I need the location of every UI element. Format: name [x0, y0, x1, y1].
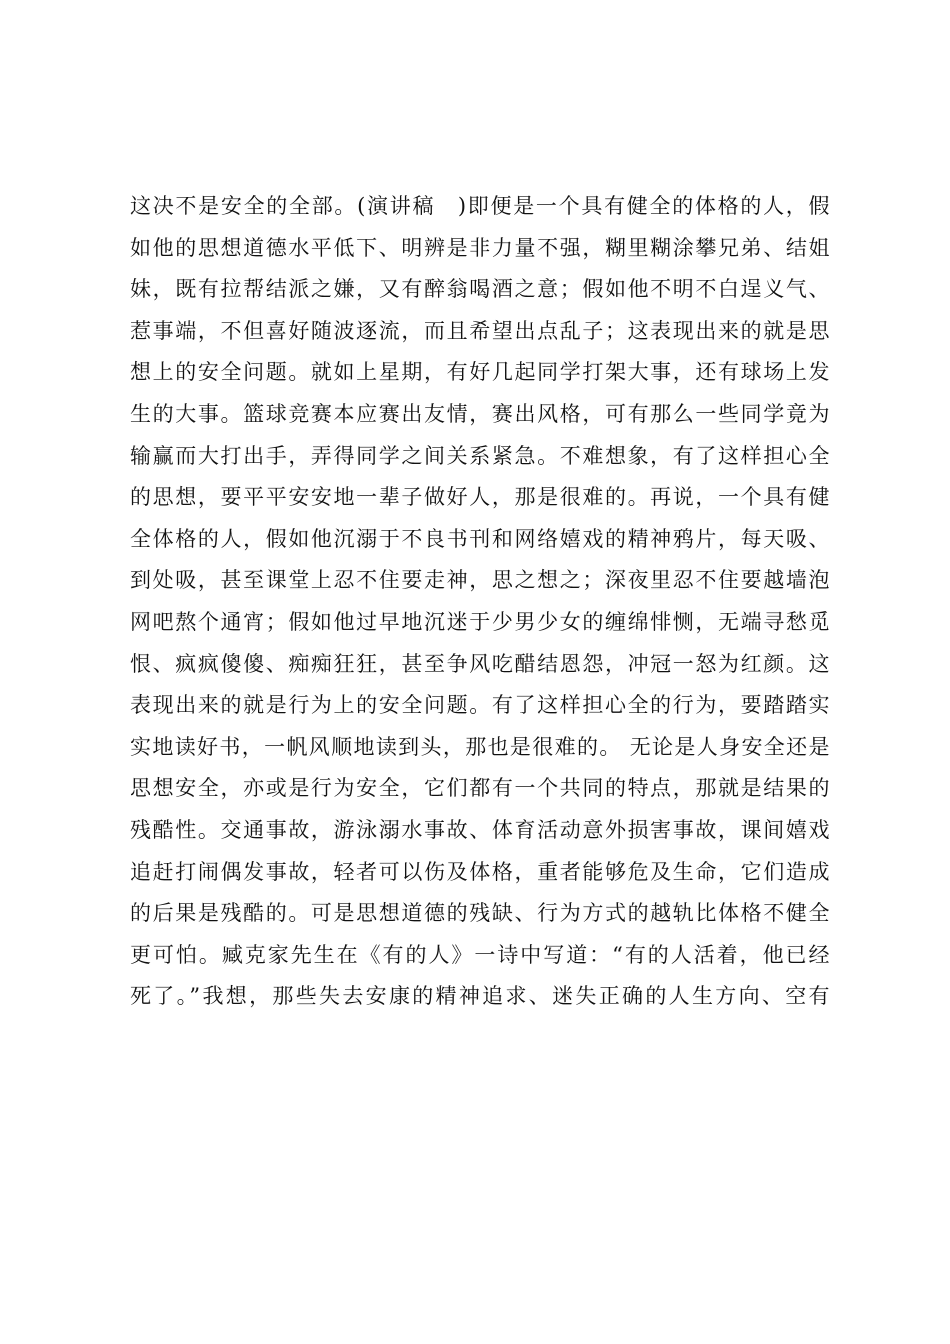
text-line: 想上的安全问题。就如上星期，有好几起同学打架大事，还有球场上发: [130, 360, 830, 385]
text-line: 网吧熬个通宵；假如他过早地沉迷于少男少女的缠绵悱恻，无端寻愁觅: [130, 609, 830, 634]
text-line: 更可怕。臧克家先生在《有的人》一诗中写道：“有的人活着，他已经: [130, 942, 830, 967]
body-text: [130, 186, 830, 1018]
text-line: 到处吸，甚至课堂上忍不住要走神，思之想之；深夜里忍不住要越墙泡: [130, 568, 830, 593]
text-line: 生的大事。篮球竞赛本应赛出友情，赛出风格，可有那么一些同学竟为: [130, 401, 830, 426]
text-line: 追赶打闹偶发事故，轻者可以伤及体格，重者能够危及生命，它们造成: [130, 859, 830, 884]
text-line: 妹，既有拉帮结派之嫌，又有醉翁喝酒之意；假如他不明不白逞义气、: [130, 277, 830, 302]
text-line: 如他的思想道德水平低下、明辨是非力量不强，糊里糊涂攀兄弟、结姐: [130, 235, 830, 260]
text-line: 死了。”我想，那些失去安康的精神追求、迷失正确的人生方向、空有: [130, 984, 830, 1009]
text-line: 输赢而大打出手，弄得同学之间关系紧急。不难想象，有了这样担心全: [130, 443, 830, 468]
text-line: 表现出来的就是行为上的安全问题。有了这样担心全的行为，要踏踏实: [130, 693, 830, 718]
text-line: 这决不是安全的全部。(演讲稿 )即便是一个具有健全的体格的人，假: [130, 194, 830, 218]
text-line: 思想安全，亦或是行为安全，它们都有一个共同的特点，那就是结果的: [130, 776, 830, 801]
text-line: 惹事端，不但喜好随波逐流，而且希望出点乱子；这表现出来的就是思: [130, 318, 830, 343]
text-line: 的后果是残酷的。可是思想道德的残缺、行为方式的越轨比体格不健全: [130, 901, 830, 926]
text-line: 的思想，要平平安安地一辈子做好人，那是很难的。再说，一个具有健: [130, 485, 830, 510]
text-line: 实地读好书，一帆风顺地读到头，那也是很难的。 无论是人身安全还是: [130, 734, 830, 759]
text-line: 恨、疯疯傻傻、痴痴狂狂，甚至争风吃醋结恩怨，冲冠一怒为红颜。这: [130, 651, 830, 676]
text-line: 残酷性。交通事故，游泳溺水事故、体育活动意外损害事故，课间嬉戏: [130, 817, 830, 842]
text-line: 全体格的人，假如他沉溺于不良书刊和网络嬉戏的精神鸦片，每天吸、: [130, 526, 830, 551]
